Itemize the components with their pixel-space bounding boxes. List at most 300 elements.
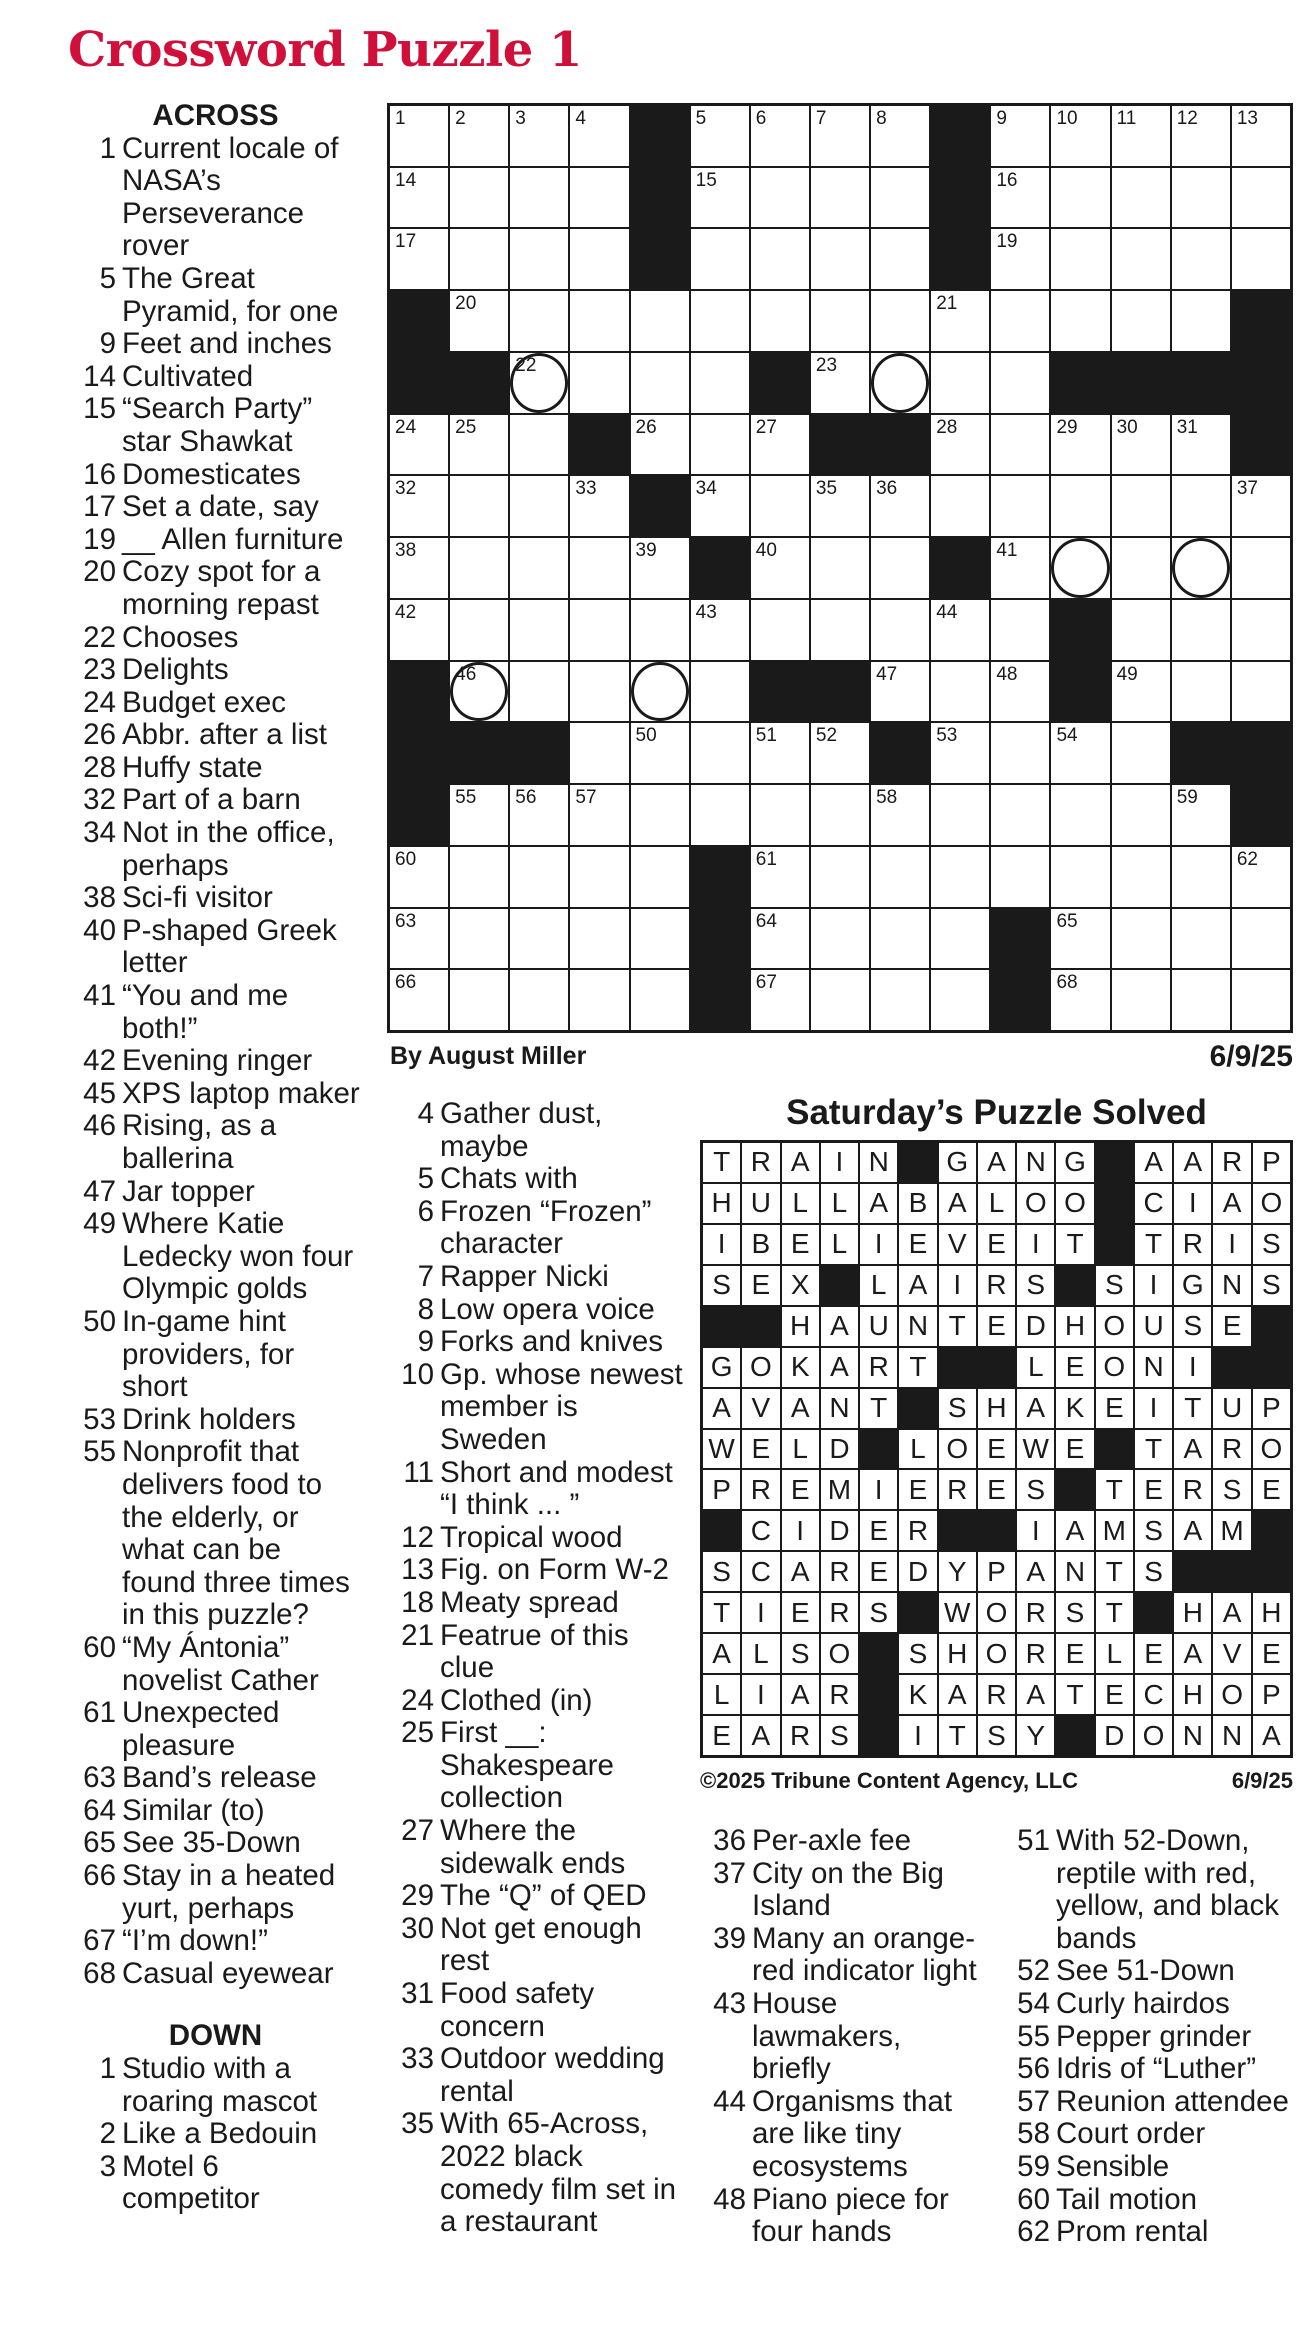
across-clue-45[interactable]	[68, 1078, 363, 1111]
grid-cell[interactable]	[390, 538, 448, 598]
grid-cell[interactable]	[871, 476, 929, 536]
grid-cell[interactable]	[991, 353, 1049, 413]
grid-cell[interactable]	[751, 415, 809, 475]
across-clue-14[interactable]	[68, 361, 363, 394]
grid-cell[interactable]	[390, 909, 448, 969]
down-clue-36[interactable]	[698, 1825, 988, 1858]
grid-cell[interactable]	[1112, 168, 1170, 228]
grid-cell[interactable]	[510, 415, 568, 475]
down-clue-3[interactable]	[68, 2151, 363, 2216]
grid-cell[interactable]	[931, 970, 989, 1030]
across-clue-47[interactable]	[68, 1176, 363, 1209]
grid-cell[interactable]	[751, 229, 809, 289]
grid-cell[interactable]	[390, 229, 448, 289]
grid-cell[interactable]	[1232, 168, 1290, 228]
grid-cell[interactable]	[390, 168, 448, 228]
across-clue-5[interactable]	[68, 263, 363, 328]
grid-cell[interactable]	[811, 168, 869, 228]
grid-cell[interactable]	[450, 785, 508, 845]
grid-cell[interactable]	[1172, 415, 1230, 475]
grid-cell[interactable]	[1112, 415, 1170, 475]
cell-number: 51	[755, 725, 777, 747]
grid-cell[interactable]	[931, 600, 989, 660]
grid-cell[interactable]	[931, 785, 989, 845]
grid-cell[interactable]	[871, 168, 929, 228]
across-clue-34[interactable]	[68, 817, 363, 882]
down-clue-8[interactable]	[386, 1294, 686, 1327]
grid-cell[interactable]	[871, 538, 929, 598]
grid-cell[interactable]	[991, 785, 1049, 845]
grid-cell[interactable]	[991, 415, 1049, 475]
grid-cell[interactable]	[1112, 291, 1170, 351]
grid-cell[interactable]	[450, 229, 508, 289]
down-clue-30[interactable]	[386, 1913, 686, 1978]
grid-cell[interactable]	[1232, 847, 1290, 907]
grid-cell[interactable]	[1112, 476, 1170, 536]
grid-cell[interactable]	[871, 229, 929, 289]
down-clue-33[interactable]	[386, 2043, 686, 2108]
grid-cell[interactable]	[1232, 106, 1290, 166]
across-clue-15[interactable]	[68, 393, 363, 458]
grid-cell[interactable]	[510, 600, 568, 660]
grid-cell[interactable]	[811, 538, 869, 598]
grid-cell[interactable]	[751, 106, 809, 166]
solution-letter: R	[939, 1470, 976, 1509]
down-clue-35[interactable]	[386, 2108, 686, 2238]
clue-number: 67	[83, 1924, 116, 1958]
grid-cell[interactable]	[631, 785, 689, 845]
across-clue-55[interactable]	[68, 1436, 363, 1632]
puzzle-date: 6/9/25	[1209, 1040, 1293, 1073]
grid-cell[interactable]	[390, 600, 448, 660]
across-clue-9[interactable]	[68, 328, 363, 361]
grid-cell[interactable]	[1172, 229, 1230, 289]
grid-cell[interactable]	[390, 415, 448, 475]
grid-cell[interactable]	[811, 723, 869, 783]
grid-cell[interactable]	[631, 847, 689, 907]
cell-number: 22	[515, 354, 537, 376]
down-clue-1[interactable]	[68, 2053, 363, 2118]
grid-cell[interactable]	[570, 600, 628, 660]
grid-cell[interactable]	[1232, 600, 1290, 660]
clue-number: 17	[83, 490, 116, 524]
across-clue-32[interactable]	[68, 784, 363, 817]
clue-text: House lawmakers, briefly	[752, 1986, 902, 2086]
grid-cell[interactable]	[991, 538, 1049, 598]
grid-cell[interactable]	[631, 909, 689, 969]
grid-cell[interactable]	[570, 353, 628, 413]
solution-black-square	[860, 1716, 897, 1755]
grid-cell[interactable]	[1051, 847, 1109, 907]
grid-cell[interactable]	[1112, 600, 1170, 660]
grid-cell[interactable]	[390, 970, 448, 1030]
grid-cell[interactable]	[570, 970, 628, 1030]
down-clue-25[interactable]	[386, 1717, 686, 1815]
across-clue-64[interactable]	[68, 1795, 363, 1828]
grid-cell[interactable]	[570, 538, 628, 598]
solution-letter: N	[1135, 1348, 1172, 1387]
grid-cell[interactable]	[1112, 785, 1170, 845]
grid-cell[interactable]	[691, 723, 749, 783]
solution-letter: O	[1253, 1430, 1290, 1469]
grid-cell[interactable]	[1172, 291, 1230, 351]
grid-cell[interactable]	[390, 106, 448, 166]
solution-letter: E	[703, 1716, 740, 1755]
grid-cell[interactable]	[691, 106, 749, 166]
down-clue-10[interactable]	[386, 1359, 686, 1457]
grid-cell[interactable]	[510, 909, 568, 969]
grid-cell[interactable]	[751, 847, 809, 907]
across-clue-42[interactable]	[68, 1045, 363, 1078]
down-clue-29[interactable]	[386, 1880, 686, 1913]
across-clue-41[interactable]	[68, 980, 363, 1045]
grid-cell[interactable]	[510, 785, 568, 845]
grid-cell[interactable]	[1172, 847, 1230, 907]
cell-number: 33	[575, 478, 597, 500]
grid-cell[interactable]	[871, 600, 929, 660]
clue-number: 20	[83, 555, 116, 589]
grid-cell[interactable]	[1051, 229, 1109, 289]
grid-cell[interactable]	[811, 785, 869, 845]
grid-cell[interactable]	[691, 785, 749, 845]
grid-cell[interactable]	[1172, 538, 1230, 598]
grid-cell[interactable]	[1112, 229, 1170, 289]
solution-letter: O	[1253, 1184, 1290, 1223]
grid-cell[interactable]	[991, 847, 1049, 907]
clue-number: 41	[83, 979, 116, 1013]
across-clue-17[interactable]	[68, 491, 363, 524]
grid-cell[interactable]	[751, 168, 809, 228]
grid-cell[interactable]	[1112, 723, 1170, 783]
grid-cell[interactable]	[691, 415, 749, 475]
grid-cell[interactable]	[450, 538, 508, 598]
grid-cell[interactable]	[1051, 785, 1109, 845]
down-clue-52[interactable]	[1002, 1955, 1308, 1988]
solution-letter: S	[1253, 1225, 1290, 1264]
down-clue-5[interactable]	[386, 1163, 686, 1196]
down-clue-4[interactable]	[386, 1098, 686, 1163]
grid-cell[interactable]	[1112, 847, 1170, 907]
grid-cell[interactable]	[1112, 106, 1170, 166]
across-clue-20[interactable]	[68, 556, 363, 621]
grid-cell[interactable]	[510, 847, 568, 907]
down-clue-55[interactable]	[1002, 2021, 1308, 2054]
grid-cell[interactable]	[991, 662, 1049, 722]
grid-cell[interactable]	[450, 415, 508, 475]
clue-text: Gp. whose newest member is Sweden	[440, 1357, 683, 1456]
grid-cell[interactable]	[871, 353, 929, 413]
grid-cell[interactable]	[510, 538, 568, 598]
grid-cell[interactable]	[871, 662, 929, 722]
grid-cell[interactable]	[570, 476, 628, 536]
grid-cell[interactable]	[991, 600, 1049, 660]
grid-cell[interactable]	[691, 353, 749, 413]
across-clue-28[interactable]	[68, 752, 363, 785]
across-clue-26[interactable]	[68, 719, 363, 752]
across-clue-60[interactable]	[68, 1632, 363, 1697]
page-title: Crossword Puzzle 1	[68, 22, 582, 78]
solution-letter: E	[978, 1307, 1015, 1346]
across-clue-67[interactable]	[68, 1925, 363, 1958]
grid-cell[interactable]	[1232, 909, 1290, 969]
grid-cell[interactable]	[570, 229, 628, 289]
across-clue-65[interactable]	[68, 1827, 363, 1860]
across-clue-19[interactable]	[68, 524, 363, 557]
grid-cell[interactable]	[1172, 106, 1230, 166]
grid-cell[interactable]	[450, 970, 508, 1030]
grid-cell[interactable]	[1172, 662, 1230, 722]
grid-cell[interactable]	[811, 847, 869, 907]
grid-cell[interactable]	[450, 291, 508, 351]
grid-cell[interactable]	[1172, 970, 1230, 1030]
grid-cell[interactable]	[570, 106, 628, 166]
grid-cell[interactable]	[691, 291, 749, 351]
solution-letter: S	[860, 1593, 897, 1632]
solution-letter: R	[1017, 1634, 1054, 1673]
grid-cell[interactable]	[811, 600, 869, 660]
grid-cell[interactable]	[570, 662, 628, 722]
across-clue-1[interactable]	[68, 133, 363, 263]
grid-cell[interactable]	[751, 476, 809, 536]
grid-cell[interactable]	[1051, 538, 1109, 598]
grid-cell[interactable]	[751, 909, 809, 969]
down-clue-21[interactable]	[386, 1620, 686, 1685]
grid-cell[interactable]	[991, 476, 1049, 536]
grid-cell[interactable]	[390, 847, 448, 907]
grid-cell[interactable]	[931, 415, 989, 475]
down-clue-39[interactable]	[698, 1923, 988, 1988]
grid-cell[interactable]	[811, 291, 869, 351]
grid-cell[interactable]	[450, 600, 508, 660]
grid-cell[interactable]	[991, 168, 1049, 228]
grid-cell[interactable]	[811, 476, 869, 536]
grid-cell[interactable]	[751, 723, 809, 783]
grid-cell[interactable]	[811, 909, 869, 969]
grid-cell[interactable]	[871, 847, 929, 907]
grid-cell[interactable]	[1051, 476, 1109, 536]
grid-cell[interactable]	[1051, 106, 1109, 166]
across-clue-53[interactable]	[68, 1404, 363, 1437]
grid-cell[interactable]	[1232, 662, 1290, 722]
grid-cell[interactable]	[631, 723, 689, 783]
grid-cell[interactable]	[510, 970, 568, 1030]
grid-cell[interactable]	[1112, 662, 1170, 722]
grid-cell[interactable]	[450, 909, 508, 969]
solution-letter: H	[1253, 1593, 1290, 1632]
grid-cell[interactable]	[510, 229, 568, 289]
down-clue-18[interactable]	[386, 1587, 686, 1620]
down-clue-24[interactable]	[386, 1685, 686, 1718]
cell-number: 50	[635, 725, 657, 747]
solution-letter: X	[782, 1266, 819, 1305]
grid-cell[interactable]	[1232, 476, 1290, 536]
down-clue-11[interactable]	[386, 1457, 686, 1522]
down-clue-51[interactable]	[1002, 1825, 1308, 1955]
across-clue-16[interactable]	[68, 459, 363, 492]
grid-cell[interactable]	[631, 662, 689, 722]
grid-cell[interactable]	[1172, 168, 1230, 228]
solution-letter: S	[1056, 1593, 1093, 1632]
across-clue-22[interactable]	[68, 622, 363, 655]
grid-cell[interactable]	[631, 291, 689, 351]
grid-cell[interactable]	[751, 291, 809, 351]
grid-cell[interactable]	[510, 476, 568, 536]
black-square	[691, 538, 749, 598]
grid-cell[interactable]	[631, 353, 689, 413]
grid-cell[interactable]	[510, 353, 568, 413]
down-clue-62[interactable]	[1002, 2216, 1308, 2249]
grid-cell[interactable]	[751, 538, 809, 598]
grid-cell[interactable]	[691, 229, 749, 289]
grid-cell[interactable]	[390, 476, 448, 536]
grid-cell[interactable]	[570, 909, 628, 969]
grid-cell[interactable]	[991, 291, 1049, 351]
grid-cell[interactable]	[811, 106, 869, 166]
down-clue-31[interactable]	[386, 1978, 686, 2043]
down-clue-48[interactable]	[698, 2184, 988, 2249]
across-clue-40[interactable]	[68, 915, 363, 980]
grid-cell[interactable]	[691, 476, 749, 536]
grid-cell[interactable]	[450, 476, 508, 536]
down-clue-6[interactable]	[386, 1196, 686, 1261]
clue-number: 27	[401, 1814, 434, 1848]
grid-cell[interactable]	[1051, 291, 1109, 351]
black-square	[390, 785, 448, 845]
cell-number: 37	[1236, 478, 1258, 500]
down-clue-12[interactable]	[386, 1522, 686, 1555]
clue-number: 11	[403, 1455, 434, 1489]
grid-cell[interactable]	[1051, 168, 1109, 228]
grid-cell[interactable]	[570, 723, 628, 783]
down-clue-59[interactable]	[1002, 2151, 1308, 2184]
grid-cell[interactable]	[1232, 970, 1290, 1030]
grid-cell[interactable]	[1051, 415, 1109, 475]
clue-number: 10	[401, 1357, 434, 1391]
grid-cell[interactable]	[450, 168, 508, 228]
across-clue-24[interactable]	[68, 687, 363, 720]
down-clue-54[interactable]	[1002, 1988, 1308, 2021]
across-clue-66[interactable]	[68, 1860, 363, 1925]
grid-cell[interactable]	[450, 847, 508, 907]
grid-cell[interactable]	[931, 353, 989, 413]
grid-cell[interactable]	[570, 168, 628, 228]
grid-cell[interactable]	[991, 229, 1049, 289]
down-clue-9[interactable]	[386, 1326, 686, 1359]
grid-cell[interactable]	[510, 291, 568, 351]
grid-cell[interactable]	[631, 970, 689, 1030]
grid-cell[interactable]	[991, 106, 1049, 166]
grid-cell[interactable]	[931, 291, 989, 351]
down-clue-2[interactable]	[68, 2118, 363, 2151]
grid-cell[interactable]	[691, 168, 749, 228]
solution-letter: A	[1017, 1675, 1054, 1714]
grid-cell[interactable]	[1112, 909, 1170, 969]
down-clue-13[interactable]	[386, 1554, 686, 1587]
grid-cell[interactable]	[570, 785, 628, 845]
grid-cell[interactable]	[811, 970, 869, 1030]
grid-cell[interactable]	[1232, 229, 1290, 289]
grid-cell[interactable]	[871, 785, 929, 845]
grid-cell[interactable]	[931, 723, 989, 783]
grid-cell[interactable]	[1112, 970, 1170, 1030]
down-clue-27[interactable]	[386, 1815, 686, 1880]
grid-cell[interactable]	[871, 970, 929, 1030]
crossword-grid[interactable]	[387, 103, 1293, 1033]
cell-number: 20	[455, 293, 477, 315]
grid-cell[interactable]	[1172, 785, 1230, 845]
grid-cell[interactable]	[691, 662, 749, 722]
grid-cell[interactable]	[991, 723, 1049, 783]
grid-cell[interactable]	[510, 662, 568, 722]
grid-cell[interactable]	[450, 106, 508, 166]
grid-cell[interactable]	[510, 106, 568, 166]
down-clue-7[interactable]	[386, 1261, 686, 1294]
clue-text: Not in the office, perhaps	[122, 816, 335, 882]
down-clue-57[interactable]	[1002, 2086, 1308, 2119]
grid-cell[interactable]	[510, 168, 568, 228]
grid-cell[interactable]	[570, 291, 628, 351]
across-clue-38[interactable]	[68, 882, 363, 915]
grid-cell[interactable]	[751, 600, 809, 660]
grid-cell[interactable]	[691, 600, 749, 660]
grid-cell[interactable]	[871, 909, 929, 969]
grid-cell[interactable]	[871, 291, 929, 351]
grid-cell[interactable]	[450, 662, 508, 722]
cell-number: 40	[755, 540, 777, 562]
circle-marker	[631, 662, 689, 722]
across-clue-68[interactable]	[68, 1958, 363, 1991]
grid-cell[interactable]	[751, 785, 809, 845]
across-clue-49[interactable]	[68, 1208, 363, 1306]
down-clue-43[interactable]	[698, 1988, 988, 2086]
grid-cell[interactable]	[631, 538, 689, 598]
grid-cell[interactable]	[751, 970, 809, 1030]
grid-cell[interactable]	[570, 847, 628, 907]
across-clue-63[interactable]	[68, 1762, 363, 1795]
grid-cell[interactable]	[931, 662, 989, 722]
across-clue-61[interactable]	[68, 1697, 363, 1762]
grid-cell[interactable]	[1232, 538, 1290, 598]
grid-cell[interactable]	[1172, 476, 1230, 536]
solution-letter: D	[1017, 1307, 1054, 1346]
grid-cell[interactable]	[871, 106, 929, 166]
grid-cell[interactable]	[1051, 909, 1109, 969]
grid-cell[interactable]	[931, 909, 989, 969]
grid-cell[interactable]	[1112, 538, 1170, 598]
down-clue-58[interactable]	[1002, 2118, 1308, 2151]
cell-number: 15	[695, 169, 717, 191]
grid-cell[interactable]	[1172, 600, 1230, 660]
grid-cell[interactable]	[1172, 909, 1230, 969]
down-clue-37[interactable]	[698, 1858, 988, 1923]
down-clue-60[interactable]	[1002, 2184, 1308, 2217]
grid-cell[interactable]	[1051, 970, 1109, 1030]
across-clue-50[interactable]	[68, 1306, 363, 1404]
across-clue-46[interactable]	[68, 1110, 363, 1175]
grid-cell[interactable]	[811, 229, 869, 289]
grid-cell[interactable]	[931, 847, 989, 907]
grid-cell[interactable]	[931, 476, 989, 536]
grid-cell[interactable]	[631, 600, 689, 660]
solution-letter: E	[1135, 1634, 1172, 1673]
grid-cell[interactable]	[631, 415, 689, 475]
grid-cell[interactable]	[1051, 723, 1109, 783]
black-square	[510, 723, 568, 783]
down-clue-56[interactable]	[1002, 2053, 1308, 2086]
down-clue-44[interactable]	[698, 2086, 988, 2184]
across-clue-23[interactable]	[68, 654, 363, 687]
grid-cell[interactable]	[811, 353, 869, 413]
